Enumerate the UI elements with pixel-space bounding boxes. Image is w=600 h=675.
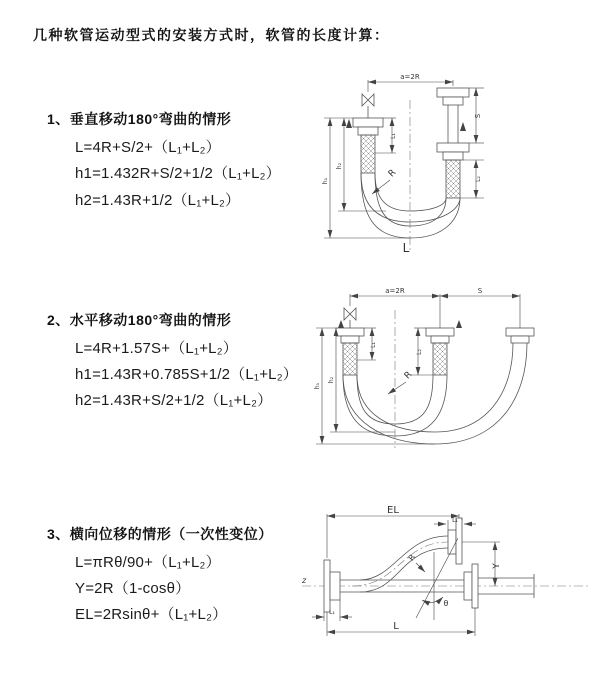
hose-s-curve xyxy=(352,536,448,592)
section-2-formula-h2: h2=1.43R+S/2+1/2（L₁+L₂） xyxy=(75,392,273,409)
dim-label-theta: θ xyxy=(443,599,449,608)
dimension-a2r xyxy=(350,287,440,328)
flange xyxy=(358,127,378,135)
right-pipe-assembly xyxy=(506,328,534,343)
section-2-formula-h1: h1=1.43R+0.785S+1/2（L₁+L₂） xyxy=(75,366,298,383)
direction-arrow xyxy=(456,320,462,328)
section-2-formula-L: L=4R+1.57S+（L₁+L₂） xyxy=(75,340,238,357)
section-1-formula-h2: h2=1.43R+1/2（L₁+L₂） xyxy=(75,192,241,209)
diagram-horizontal-180-bend xyxy=(310,284,600,454)
section-3-heading: 3、横向位移的情形（一次性变位） xyxy=(47,526,273,542)
flange xyxy=(456,518,462,564)
dim-label-r: R xyxy=(402,369,415,382)
braided-hose-section xyxy=(446,160,460,198)
dim-label-a2r: a=2R xyxy=(385,287,405,295)
braided-hose-section xyxy=(343,343,357,375)
diagram-vertical-180-bend xyxy=(316,66,596,258)
dim-label-l: L xyxy=(393,621,399,632)
dimension-s xyxy=(440,287,520,328)
dimension-el xyxy=(327,505,459,558)
section-3-formula-L: L=πRθ/90+（L₁+L₂） xyxy=(75,554,221,571)
dimension-l2 xyxy=(460,160,484,198)
page-title: 几种软管运动型式的安装方式时，软管的长度计算： xyxy=(33,27,390,43)
flange xyxy=(431,336,449,343)
left-pipe-assembly xyxy=(346,94,383,173)
dim-label-l2: L₂ xyxy=(416,349,423,355)
dimension-l1-bottom xyxy=(312,600,352,621)
dimension-s xyxy=(469,88,484,143)
dimension-l xyxy=(327,608,475,636)
dim-label-s: S xyxy=(474,113,482,119)
dimension-l1-top xyxy=(434,517,476,530)
diagram-3-svg xyxy=(298,502,598,650)
flange xyxy=(353,118,383,127)
flange xyxy=(511,336,529,343)
dim-label-y: Y xyxy=(492,563,502,569)
dim-label-s: S xyxy=(477,287,483,295)
braided-hose-section xyxy=(361,135,375,173)
flange xyxy=(443,152,463,160)
braided-hose-section xyxy=(433,343,447,375)
flange xyxy=(472,564,478,608)
dim-label-l1-top: L₁ xyxy=(452,517,458,524)
flange-hub xyxy=(330,572,340,600)
flange xyxy=(437,143,469,152)
dim-label-r: R xyxy=(406,552,418,563)
direction-arrow xyxy=(460,122,466,131)
dim-label-l1: L₁ xyxy=(370,342,377,348)
flange xyxy=(443,97,463,105)
flange-hub xyxy=(464,572,472,600)
section-3-formula-EL: EL=2Rsinθ+（L₁+L₂） xyxy=(75,606,228,623)
dim-label-h2: h₂ xyxy=(328,376,335,384)
flange xyxy=(336,328,364,336)
section-1-formula-L: L=4R+S/2+（L₁+L₂） xyxy=(75,139,221,156)
dim-label-el: EL xyxy=(387,505,399,516)
section-2-heading: 2、水平移动180°弯曲的情形 xyxy=(47,312,232,328)
axis-break-mark: z xyxy=(302,576,307,585)
flange-hub xyxy=(448,530,456,554)
angle-theta xyxy=(416,538,458,620)
dim-label-h2: h₂ xyxy=(336,162,343,170)
flange xyxy=(426,328,454,336)
section-1-formula-h1: h1=1.432R+S/2+1/2（L₁+L₂） xyxy=(75,165,281,182)
dim-label-l: L xyxy=(402,241,410,255)
section-1-heading: 1、垂直移动180°弯曲的情形 xyxy=(47,111,232,127)
right-pipe-assembly xyxy=(437,88,469,198)
flange xyxy=(324,560,330,612)
middle-pipe-assembly xyxy=(426,320,462,375)
valve-icon xyxy=(362,94,374,106)
diagram-2-svg xyxy=(310,284,600,454)
diagram-1-svg xyxy=(316,66,596,258)
diagram-lateral-displacement xyxy=(298,502,598,650)
dim-label-l1: L₁ xyxy=(390,133,397,139)
dim-label-h1: h₁ xyxy=(314,382,321,390)
hose-u-bend xyxy=(361,173,460,238)
upper-flange-assembly xyxy=(448,518,462,564)
flange xyxy=(437,88,469,97)
dim-label-l2: L₂ xyxy=(475,176,482,182)
flange xyxy=(506,328,534,336)
flange xyxy=(341,336,359,343)
direction-arrow xyxy=(338,320,344,328)
dim-label-h1: h₁ xyxy=(322,177,329,185)
dim-label-a2r: a=2R xyxy=(400,73,420,81)
left-pipe-assembly xyxy=(336,308,364,375)
valve-icon xyxy=(344,308,356,320)
dim-label-l1-bottom: L₁ xyxy=(329,609,335,616)
dimension-h2 xyxy=(328,328,395,432)
section-3-formula-Y: Y=2R（1-cosθ） xyxy=(75,580,191,597)
dim-label-r: R xyxy=(386,167,399,180)
direction-arrow xyxy=(346,119,352,128)
radius-annotation xyxy=(388,370,414,394)
